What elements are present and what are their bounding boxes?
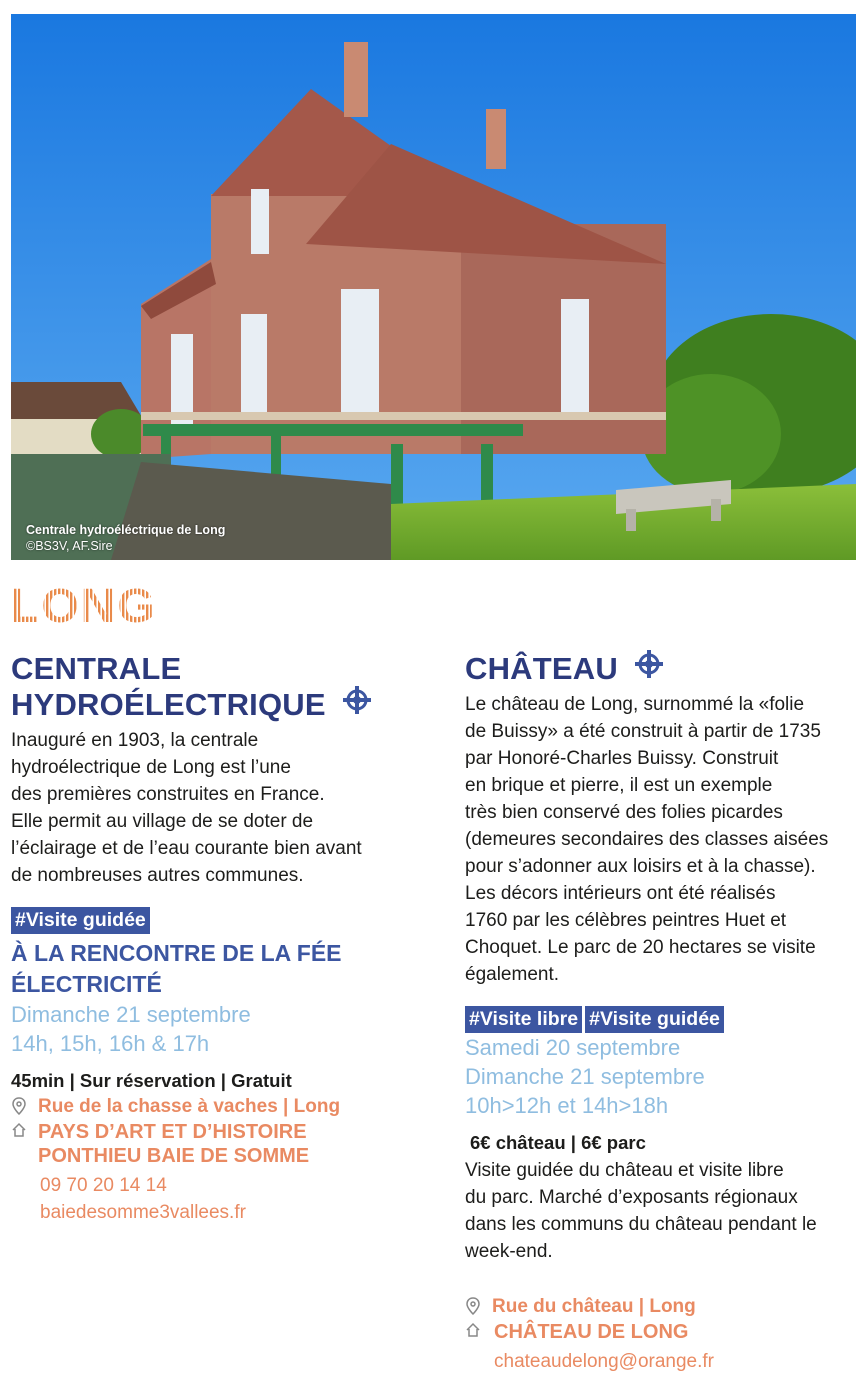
left-times: 14h, 15h, 16h & 17h [11, 1031, 210, 1056]
left-organizer-row [11, 1120, 421, 1168]
left-column [11, 651, 421, 1226]
right-date2: Dimanche 21 septembre [465, 1064, 705, 1089]
event-title-line2: ÉLECTRICITÉ [11, 971, 162, 997]
right-date1: Samedi 20 septembre [465, 1035, 681, 1060]
home-icon [11, 1122, 29, 1143]
hero-photo [11, 14, 856, 560]
left-title-line1: CENTRALE [11, 651, 182, 686]
right-title: CHÂTEAU [465, 651, 618, 687]
right-address: Rue du château | Long [492, 1296, 696, 1317]
location-pin-icon [465, 1297, 483, 1320]
right-column [465, 651, 860, 1375]
left-organizer-line2: PONTHIEU BAIE DE SOMME [38, 1145, 310, 1167]
right-desc-line: de Buissy» a été construit à partir de 1735 [465, 721, 821, 742]
left-title-line2: HYDROÉLECTRIQUE [11, 687, 326, 723]
right-prices: 6€ château | 6€ parc [470, 1132, 646, 1153]
location-pin-icon [11, 1097, 29, 1120]
right-desc-line: en brique et pierre, il est un exemple [465, 775, 773, 796]
right-details-line: du parc. Marché d’exposants régionaux [465, 1187, 798, 1208]
right-desc-line: Le château de Long, surnommé la «folie [465, 694, 805, 715]
caption-credit: ©BS3V, AF.Sire [26, 539, 113, 553]
tag-visite-guidee[interactable]: #Visite guidée [11, 907, 150, 934]
right-times: 10h>12h et 14h>18h [465, 1093, 669, 1118]
left-info: 45min | Sur réservation | Gratuit [11, 1070, 292, 1091]
left-website[interactable]: baiedesomme3vallees.fr [40, 1202, 246, 1223]
left-description [11, 727, 421, 889]
right-details-line: Visite guidée du château et visite libre [465, 1160, 784, 1181]
long-logo [10, 580, 170, 630]
right-description [465, 691, 860, 988]
right-desc-line: pour s’adonner aux loisirs et à la chasse). [465, 856, 816, 877]
left-desc-line: hydroélectrique de Long est l’une [11, 757, 291, 778]
town-logo [10, 580, 170, 635]
tag-visite-libre[interactable]: #Visite libre [465, 1006, 582, 1033]
left-desc-line: des premières construites en France. [11, 784, 325, 805]
right-desc-line: très bien conservé des folies picardes [465, 802, 783, 823]
right-dates [465, 1033, 860, 1120]
right-details [465, 1157, 860, 1265]
right-desc-line: Choquet. Le parc de 20 hectares se visite [465, 937, 816, 958]
heritage-marker-icon [633, 648, 665, 688]
left-organizer-line1: PAYS D’ART ET D’HISTOIRE [38, 1121, 307, 1143]
right-address-row [465, 1295, 860, 1320]
right-desc-line: (demeures secondaires des classes aisées [465, 829, 829, 850]
left-date: Dimanche 21 septembre [11, 1002, 251, 1027]
left-organizer [38, 1120, 309, 1168]
right-email[interactable]: chateaudelong@orange.fr [494, 1351, 715, 1372]
left-title [11, 651, 421, 727]
left-address-row [11, 1095, 421, 1120]
right-desc-line: Les décors intérieurs ont été réalisés [465, 883, 776, 904]
event-title-line1: À LA RENCONTRE DE LA FÉE [11, 940, 342, 966]
right-desc-line: par Honoré-Charles Buissy. Construit [465, 748, 779, 769]
home-icon [465, 1322, 483, 1343]
heritage-marker-icon [341, 684, 373, 724]
photo-caption [26, 522, 225, 554]
tag-visite-guidee[interactable]: #Visite guidée [585, 1006, 724, 1033]
right-organizer: CHÂTEAU DE LONG [494, 1321, 689, 1343]
right-title-row [465, 651, 860, 691]
left-address: Rue de la chasse à vaches | Long [38, 1096, 341, 1117]
town-name: LONG [10, 580, 157, 630]
right-desc-line: également. [465, 964, 560, 985]
left-phone[interactable]: 09 70 20 14 14 [40, 1175, 167, 1196]
right-details-line: week-end. [465, 1241, 553, 1262]
left-desc-line: Elle permit au village de se doter de [11, 811, 314, 832]
right-details-line: dans les communs du château pendant le [465, 1214, 817, 1235]
right-desc-line: 1760 par les célèbres peintres Huet et [465, 910, 787, 931]
event-title [11, 938, 421, 1000]
caption-title: Centrale hydroéléctrique de Long [26, 523, 226, 537]
left-desc-line: Inauguré en 1903, la centrale [11, 730, 259, 751]
left-dates [11, 1000, 421, 1058]
left-desc-line: l’éclairage et de l’eau courante bien avant [11, 838, 362, 859]
left-contact [40, 1172, 421, 1226]
right-organizer-row [465, 1320, 860, 1344]
power-station-illustration [11, 14, 856, 560]
left-desc-line: de nombreuses autres communes. [11, 865, 304, 886]
